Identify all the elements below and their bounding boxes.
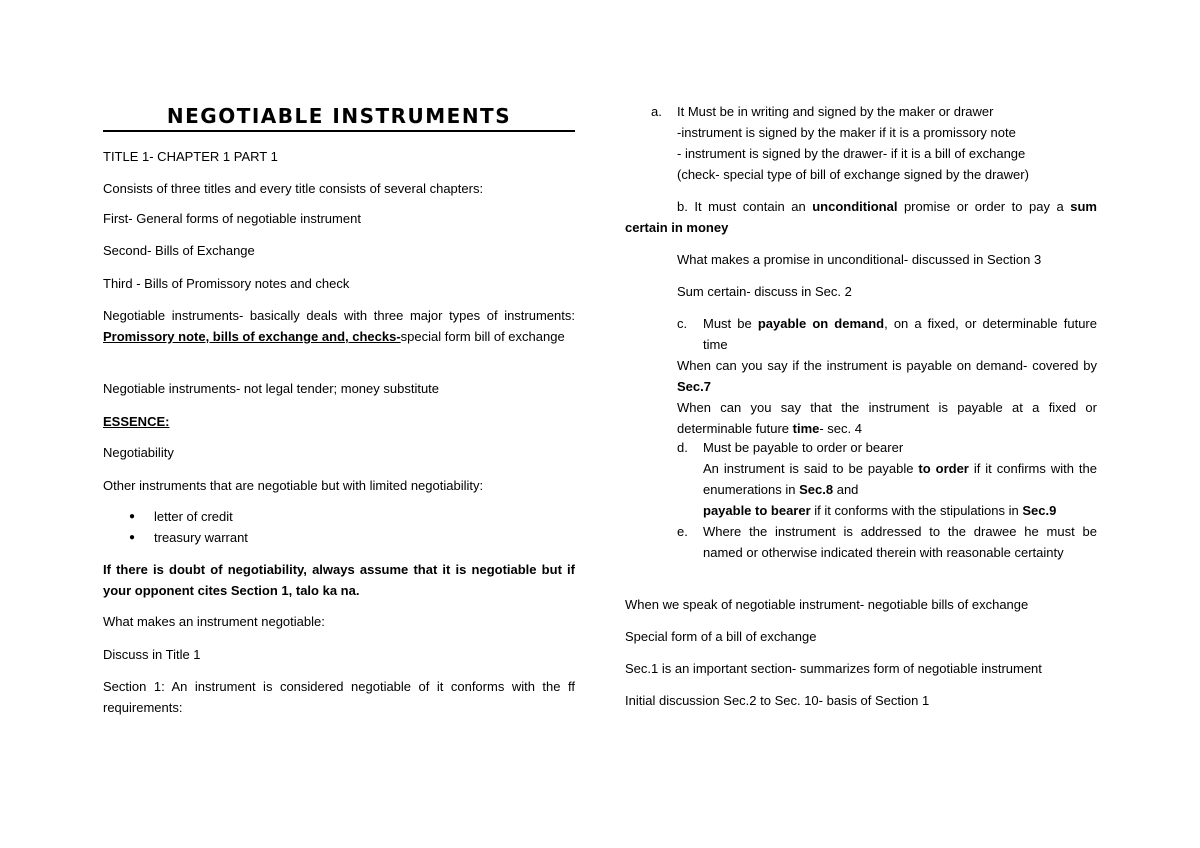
requirement-a-line4: (check- special type of bill of exchange signed by the drawer) — [677, 167, 1029, 182]
bullet-dot-icon: ● — [129, 532, 136, 543]
speak-text: When we speak of negotiable instrument- negotiable bills of exchange — [625, 597, 1029, 612]
requirement-c-paragraph — [703, 313, 1097, 355]
first-title-text: First- General forms of negotiable instrument — [103, 211, 361, 226]
sec1-important-text: Sec.1 is an important section- summarizes form of negotiable instrument — [625, 661, 1042, 676]
demand-section: Sec.7 — [677, 379, 711, 394]
third-title-text: Third - Bills of Promissory notes and check — [103, 276, 350, 291]
bearer-section: Sec.9 — [1022, 503, 1057, 518]
consists-text: Consists of three titles and every title consists of several chapters: — [103, 181, 484, 196]
bullet-item — [103, 527, 575, 548]
chapter-subtitle: TITLE 1- CHAPTER 1 PART 1 — [103, 149, 278, 164]
bullet-text: letter of credit — [154, 509, 233, 524]
list-marker-e: e. — [677, 524, 688, 539]
negotiable-instruments-paragraph — [103, 305, 575, 347]
requirement-c-rest: , on a fixed, or determinable future time — [703, 316, 1097, 352]
requirement-b-paragraph — [625, 196, 1097, 238]
document-title: NEGOTIABLE INSTRUMENTS — [103, 102, 575, 132]
bearer-rest: if it conforms with the stipulations in — [810, 503, 1023, 518]
limited-negotiability-text: Other instruments that are negotiable but with limited negotiability: — [103, 478, 484, 493]
requirement-b-sum-certain: sum certain in money — [625, 199, 1097, 235]
requirement-b-mid: promise or order to pay a — [897, 199, 1071, 214]
requirement-a-line2: -instrument is signed by the maker if it is a promissory note — [677, 125, 1016, 140]
list-marker-a: a. — [651, 104, 662, 119]
order-rest: if it confirms with the enumerations in — [703, 461, 1097, 497]
order-pre: An instrument is said to be payable — [703, 461, 919, 476]
sum-certain-text: Sum certain- discuss in Sec. 2 — [677, 284, 852, 299]
requirement-b-unconditional: unconditional — [812, 199, 898, 214]
legal-tender-text: Negotiable instruments- not legal tender; money substitute — [103, 381, 440, 396]
section1-text: Section 1: An instrument is considered negotiable of it conforms with the ff requirements: — [103, 679, 575, 715]
fixed-rest: - sec. 4 — [819, 421, 862, 436]
bullet-text: treasury warrant — [154, 530, 248, 545]
ni-intro-text: Negotiable instruments- basically deals with three major types of instruments: — [103, 308, 575, 323]
requirement-b-pre: b. It must contain an — [677, 199, 813, 214]
discuss-text: Discuss in Title 1 — [103, 647, 201, 662]
order-bold: to order — [918, 461, 969, 476]
ni-types-text: Promissory note, bills of exchange and, checks- — [103, 329, 401, 344]
bullet-item — [103, 506, 575, 527]
requirement-e-text: Where the instrument is addressed to the drawee he must be named or otherwise indicated therein with reasonable certainty — [703, 524, 1097, 560]
bullet-dot-icon: ● — [129, 511, 136, 522]
requirement-d-text: Must be payable to order or bearer — [703, 440, 904, 455]
order-section: Sec.8 — [799, 482, 834, 497]
negotiability-text: Negotiability — [103, 445, 174, 460]
what-makes-text: What makes an instrument negotiable: — [103, 614, 325, 629]
requirement-a-text: It Must be in writing and signed by the maker or drawer — [677, 104, 994, 119]
fixed-text: When can you say that the instrument is payable at a fixed or determinable future — [677, 400, 1097, 436]
initial-discussion-text: Initial discussion Sec.2 to Sec. 10- basis of Section 1 — [625, 693, 930, 708]
bearer-bold: payable to bearer — [703, 503, 811, 518]
fixed-time: time — [792, 421, 820, 436]
essence-heading: ESSENCE: — [103, 414, 170, 429]
payable-to-bearer-line — [703, 500, 1056, 521]
list-marker-c: c. — [677, 316, 688, 331]
demand-text: When can you say if the instrument is payable on demand- covered by — [677, 358, 1097, 373]
list-marker-d: d. — [677, 440, 688, 455]
payable-on-demand-paragraph — [677, 355, 1097, 397]
ni-rest-text: special form bill of exchange — [400, 329, 565, 344]
requirement-a-line3: - instrument is signed by the drawer- if it is a bill of exchange — [677, 146, 1026, 161]
payable-to-order-paragraph — [703, 458, 1097, 500]
doubt-rule-text: If there is doubt of negotiability, always assume that it is negotiable but if your opponent cites Section 1, talo ka na. — [103, 562, 575, 598]
special-form-text: Special form of a bill of exchange — [625, 629, 817, 644]
second-title-text: Second- Bills of Exchange — [103, 243, 255, 258]
requirement-c-demand: payable on demand — [757, 316, 885, 331]
requirement-c-pre: Must be — [703, 316, 758, 331]
order-end: and — [833, 482, 859, 497]
unconditional-promise-text: What makes a promise in unconditional- discussed in Section 3 — [677, 252, 1042, 267]
payable-fixed-paragraph — [677, 397, 1097, 439]
